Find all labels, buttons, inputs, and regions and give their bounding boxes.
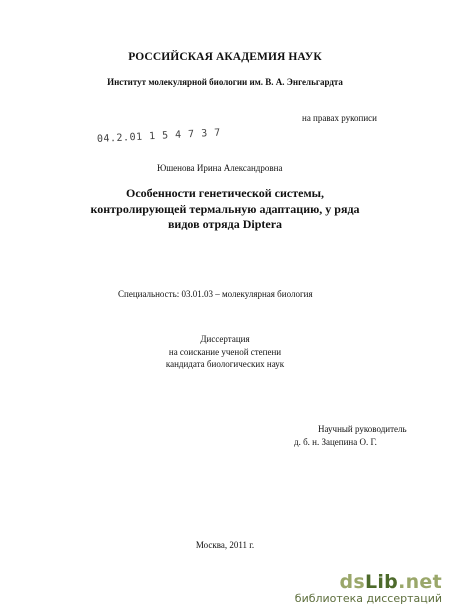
- thesis-title-line-2: контролирующей термальную адаптацию, у ряда: [90, 201, 360, 216]
- specialty-line: Специальность: 03.01.03 – молекулярная биология: [118, 289, 313, 299]
- watermark-caption: библиотека диссертаций: [294, 592, 442, 605]
- thesis-title: [0, 186, 450, 233]
- logo-part-ds: ds: [339, 571, 365, 593]
- dissertation-line-1: Диссертация: [200, 334, 250, 344]
- logo-part-lib: Lib: [364, 571, 399, 593]
- dslib-logo: [295, 572, 442, 592]
- supervisor-name: д. б. н. Зацепина О. Г.: [294, 436, 377, 447]
- organization-title: РОССИЙСКАЯ АКАДЕМИЯ НАУК: [128, 51, 322, 63]
- institute-name: Институт молекулярной биологии им. В. А. Энгельгардта: [107, 77, 343, 87]
- city-year: Москва, 2011 г.: [195, 540, 255, 550]
- thesis-title-line-3: видов отряда Diptera: [167, 217, 283, 231]
- dissertation-block: [0, 333, 450, 371]
- author-name: Юшенова Ирина Александровна: [157, 163, 283, 173]
- logo-part-net: .net: [398, 571, 442, 593]
- dissertation-line-2: на соискание ученой степени: [168, 346, 282, 357]
- dissertation-line-3: кандидата биологических наук: [165, 359, 285, 369]
- thesis-title-line-1: Особенности генетической системы,: [125, 186, 325, 200]
- dslib-watermark[interactable]: [295, 572, 442, 605]
- library-stamp-number: 04.2.01 1 5 4 7 3 7: [96, 127, 222, 145]
- rights-note: на правах рукописи: [302, 113, 377, 123]
- supervisor-block: [294, 423, 407, 448]
- supervisor-label: Научный руководитель: [318, 424, 407, 434]
